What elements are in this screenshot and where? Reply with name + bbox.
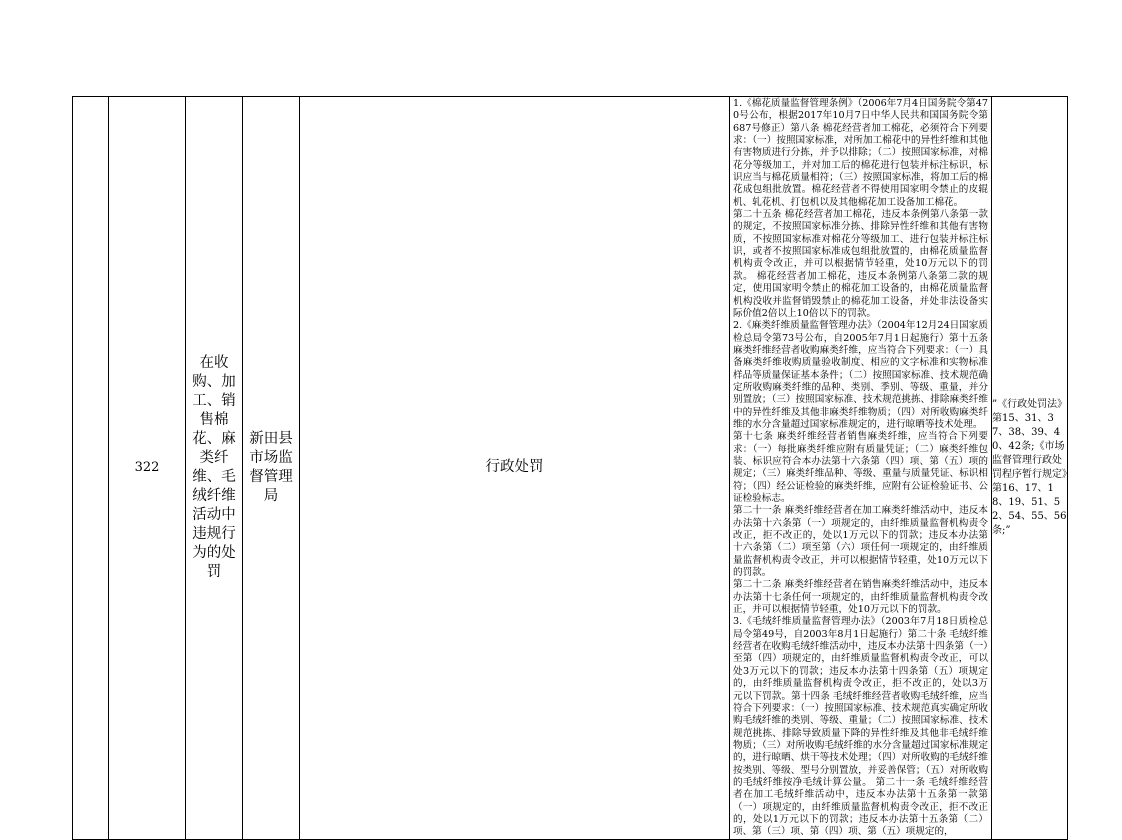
basis-paragraph: 3.《毛绒纤维质量监督管理办法》（2003年7月18日质检总局令第49号，自2003年8月1日起施行）第二十条 毛绒纤维经营者在收购毛绒纤维活动中，违反本办法第十四条第（一）至第（四）项规定的，由纤维质量监督机构责令改正，可以处3万元以下的罚款；违反本办法第十四条第（五）项规定的，由纤维质量监督机构责令改正，拒不改正的，处以3万元以下罚款。第十四条 毛绒纤维经营者收购毛绒纤维，应当符合下列要求：（一）按照国家标准、技术规范真实确定所收购毛绒纤维的类别、等级、重量；（二）按照国家标准、技术规范挑拣、排除导致质量下降的异性纤维及其他非毛绒纤维物质；（三）对所收购毛绒纤维的水分含量超过国家标准规定的，进行晾晒、烘干等技术处理；（四）对所收购的毛绒纤维按类别、等级、型号分别置放，并妥善保管；（五）对所收购的毛绒纤维按净毛绒计算公量。 第二十一条 毛绒纤维经营者在加工毛绒纤维活动中，违反本办法第十五条第一款第（一）项规定的，由纤维质量监督机构责令改正，拒不改正的，处以1万元以下的罚款；违反本办法第十五条第（二）项、第（三）项、第（四）项、第（五）项规定的， bbox=[733, 616, 988, 838]
basis-paragraph: 第二十一条 麻类纤维经营者在加工麻类纤维活动中，违反本办法第十六条第（一）项规定的，由纤维质量监督机构责令改正，拒不改正的，处以1万元以下的罚款；违反本办法第十六条第（二）项至第（六）项任何一项规定的，由纤维质量监督机构责令改正，并可以根据情节轻重，处10万元以下的罚款。 bbox=[733, 505, 988, 579]
blank-cell bbox=[73, 97, 109, 840]
basis-paragraph: 第十七条 麻类纤维经营者销售麻类纤维，应当符合下列要求：（一）每批麻类纤维应附有质量凭证；（二）麻类纤维包装、标识应符合本办法第十六条第（四）项、第（五）项的规定；（三）麻类纤维品种、等级、重量与质量凭证、标识相符；（四）经公证检验的麻类纤维，应附有公证检验证书、公证检验标志。 bbox=[733, 431, 988, 504]
penalty-table bbox=[72, 96, 1068, 840]
table-row bbox=[73, 97, 1068, 840]
basis-paragraph: 第二十二条 麻类纤维经营者在销售麻类纤维活动中，违反本办法第十七条任何一项规定的，由纤维质量监督机构责令改正，并可以根据情节轻重，处10万元以下的罚款。 bbox=[733, 579, 988, 616]
category: 行政处罚 bbox=[300, 97, 730, 840]
legal-basis-cell bbox=[730, 97, 992, 840]
department: 新田县市场监督管理局 bbox=[243, 97, 300, 840]
legal-basis-text bbox=[730, 97, 991, 839]
basis-paragraph: 1.《棉花质量监督管理条例》（2006年7月4日国务院令第470号公布，根据2017年10月7日中华人民共和国国务院令第687号修正）第八条 棉花经营者加工棉花，必须符合下列要求：（一）按照国家标准，对所加工棉花中的异性纤维和其他有害物质进行分拣，并予以排除；（二）按照国家标准，对棉花分等级加工，并对加工后的棉花进行包装并标注标识，标识应当与棉花质量相符；（三）按照国家标准，将加工后的棉花成包组批放置。棉花经营者不得使用国家明令禁止的皮辊机、轧花机、打包机以及其他棉花加工设备加工棉花。 bbox=[733, 98, 988, 208]
row-number: 322 bbox=[109, 97, 186, 840]
item-name: 在收购、加工、销售棉花、麻类纤维、毛绒纤维活动中违规行为的处罚 bbox=[186, 97, 243, 840]
procedure-law: ”《行政处罚法》第15、31、37、38、39、40、42条;《市场监督管理行政处罚程序暂行规定》第16、17、18、19、51、52、54、55、56条;” bbox=[992, 97, 1068, 840]
basis-paragraph: 2.《麻类纤维质量监督管理办法》（2004年12月24日国家质检总局令第73号公布，自2005年7月1日起施行）第十五条 麻类纤维经营者收购麻类纤维，应当符合下列要求：（一）具备麻类纤维收购质量验收制度、相应的文字标准和实物标准样品等质量保证基本条件；（二）按照国家标准、技术规范确定所收购麻类纤维的品种、类别、季别、等级、重量，并分别置放；（三）按照国家标准、技术规范挑拣、排除麻类纤维中的异性纤维及其他非麻类纤维物质；（四）对所收购麻类纤维的水分含量超过国家标准规定的，进行晾晒等技术处理。 bbox=[733, 320, 988, 430]
basis-paragraph: 第二十五条 棉花经营者加工棉花，违反本条例第八条第一款的规定，不按照国家标准分拣、排除异性纤维和其他有害物质，不按照国家标准对棉花分等级加工、进行包装并标注标识，或者不按照国家标准成包组批放置的，由棉花质量监督机构责令改正，并可以根据情节轻重，处10万元以下的罚款。 棉花经营者加工棉花，违反本条例第八条第二款的规定，使用国家明令禁止的棉花加工设备的，由棉花质量监督机构没收并监督销毁禁止的棉花加工设备，并处非法设备实际价值2倍以上10倍以下的罚款。 bbox=[733, 209, 988, 319]
